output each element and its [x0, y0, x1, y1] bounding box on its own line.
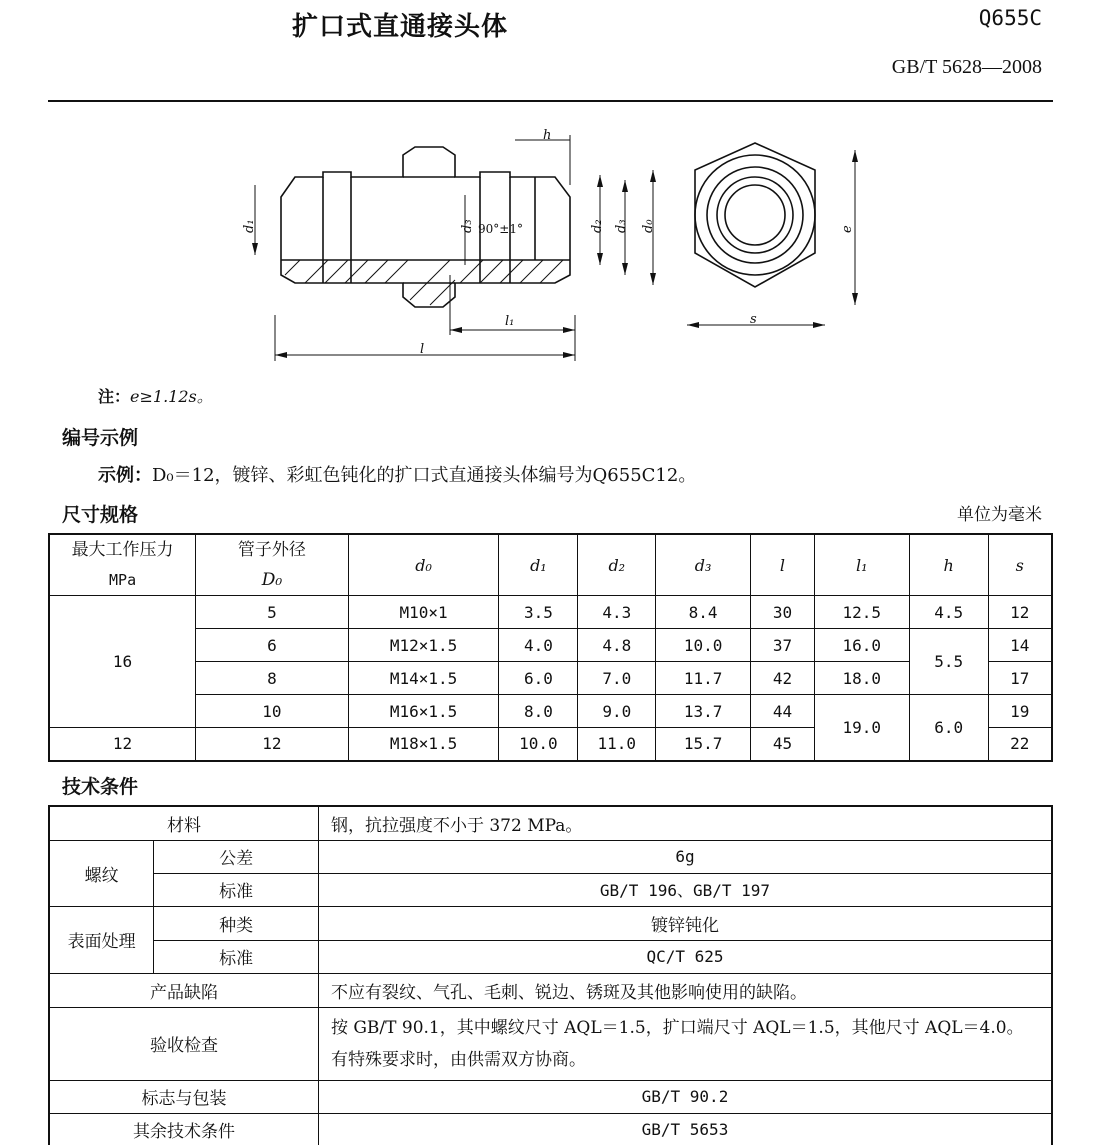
- thread-label: 螺纹: [49, 840, 154, 906]
- side-view: [281, 147, 570, 307]
- note-text: e≥1.12s。: [130, 387, 213, 406]
- cell-D0: 12: [196, 728, 349, 761]
- header-pressure: [49, 534, 196, 596]
- cell-h: 6.0: [909, 695, 988, 761]
- note: [98, 384, 213, 407]
- cell-d2: 4.3: [578, 596, 656, 629]
- cell-d3: 15.7: [656, 728, 751, 761]
- cell-d1: 4.0: [499, 629, 578, 662]
- cell-l1: 12.5: [814, 596, 909, 629]
- cell-l1: 18.0: [814, 662, 909, 695]
- surface-standard-value: QC/T 625: [318, 940, 1052, 973]
- unit-note: 单位为毫米: [957, 505, 1042, 525]
- header-l: l: [751, 534, 815, 596]
- defects-value: 不应有裂纹、气孔、毛刺、锐边、锈斑及其他影响使用的缺陷。: [318, 973, 1052, 1007]
- cell-d2: 4.8: [578, 629, 656, 662]
- label-d2: d₂: [590, 219, 605, 233]
- cell-d1: 6.0: [499, 662, 578, 695]
- header-divider: [48, 100, 1053, 102]
- table-row: [49, 973, 1052, 1007]
- table-row: [49, 906, 1052, 940]
- pressure-cell: 12: [49, 728, 196, 761]
- cell-l1: 16.0: [814, 629, 909, 662]
- header-diameter-label: 管子外径: [237, 540, 306, 560]
- defects-label: 产品缺陷: [49, 973, 318, 1007]
- cell-d1: 3.5: [499, 596, 578, 629]
- cell-d3: 11.7: [656, 662, 751, 695]
- label-angle: 90°±1°: [478, 222, 523, 236]
- table-row: [49, 806, 1052, 840]
- cell-d2: 7.0: [578, 662, 656, 695]
- cell-d0: M12×1.5: [348, 629, 499, 662]
- cell-l: 44: [751, 695, 815, 728]
- table-row: [49, 1007, 1052, 1080]
- dimensions-table: [48, 533, 1053, 762]
- technical-drawing: [225, 125, 865, 375]
- cell-h: 5.5: [909, 629, 988, 695]
- dims-heading: 尺寸规格: [62, 504, 139, 526]
- tech-heading: 技术条件: [62, 776, 139, 798]
- label-d1: d₁: [242, 219, 257, 233]
- page-title: 扩口式直通接头体: [292, 12, 509, 42]
- marking-value: GB/T 90.2: [318, 1080, 1052, 1113]
- table-row: [49, 1113, 1052, 1145]
- label-d3-left: d₃: [460, 219, 475, 233]
- cell-h: 4.5: [909, 596, 988, 629]
- cell-s: 17: [988, 662, 1052, 695]
- example-label: 示例：: [98, 465, 152, 486]
- material-value: 钢，抗拉强度不小于 372 MPa。: [318, 806, 1052, 840]
- header-pressure-label: 最大工作压力: [71, 540, 174, 560]
- surface-type-label: 种类: [154, 906, 319, 940]
- header-diameter: [196, 534, 349, 596]
- label-l: l: [420, 342, 425, 357]
- cell-d1: 10.0: [499, 728, 578, 761]
- cell-s: 19: [988, 695, 1052, 728]
- header-d3: d₃: [656, 534, 751, 596]
- part-code: Q655C: [978, 6, 1042, 30]
- cell-d3: 13.7: [656, 695, 751, 728]
- table-row: [49, 940, 1052, 973]
- thread-tolerance-label: 公差: [154, 840, 319, 873]
- cell-l1: 19.0: [814, 695, 909, 761]
- cell-D0: 5: [196, 596, 349, 629]
- example-heading: 编号示例: [62, 427, 139, 449]
- cell-l: 45: [751, 728, 815, 761]
- inspection-label: 验收检查: [49, 1007, 318, 1080]
- header-d1: d₁: [499, 534, 578, 596]
- cell-d3: 10.0: [656, 629, 751, 662]
- thread-tolerance-value: 6g: [318, 840, 1052, 873]
- dimension-arrows: [252, 150, 858, 358]
- dimension-lines: [255, 135, 855, 361]
- cell-d1: 8.0: [499, 695, 578, 728]
- cell-d0: M18×1.5: [348, 728, 499, 761]
- label-d0: d₀: [641, 219, 656, 233]
- header-pressure-unit: MPa: [109, 571, 137, 589]
- cell-l: 42: [751, 662, 815, 695]
- cell-s: 12: [988, 596, 1052, 629]
- cell-D0: 6: [196, 629, 349, 662]
- cell-D0: 8: [196, 662, 349, 695]
- table-row: [49, 629, 1052, 662]
- example-text: D₀＝12，镀锌、彩虹色钝化的扩口式直通接头体编号为Q655C12。: [152, 465, 697, 486]
- cell-s: 14: [988, 629, 1052, 662]
- table-row: [49, 1080, 1052, 1113]
- inspection-line-1: 按 GB/T 90.1，其中螺纹尺寸 AQL＝1.5，扩口端尺寸 AQL＝1.5，其他尺寸 AQL＝4.0。: [330, 1017, 1024, 1038]
- cell-d0: M16×1.5: [348, 695, 499, 728]
- marking-label: 标志与包装: [49, 1080, 318, 1113]
- table-row: [49, 695, 1052, 728]
- cell-D0: 10: [196, 695, 349, 728]
- surface-label: 表面处理: [49, 906, 154, 973]
- cell-d2: 9.0: [578, 695, 656, 728]
- other-label: 其余技术条件: [49, 1113, 318, 1145]
- surface-standard-label: 标准: [154, 940, 319, 973]
- surface-type-value: 镀锌钝化: [318, 906, 1052, 940]
- header-diameter-symbol: D₀: [261, 570, 283, 590]
- label-h: h: [543, 128, 552, 143]
- header-h: h: [909, 534, 988, 596]
- header-d0: d₀: [348, 534, 499, 596]
- cell-l: 37: [751, 629, 815, 662]
- inspection-value: [318, 1007, 1052, 1080]
- note-label: 注：: [98, 387, 131, 406]
- standard-number: GB/T 5628—2008: [891, 56, 1042, 78]
- label-e: e: [840, 225, 855, 233]
- inspection-line-2: 有特殊要求时，由供需双方协商。: [330, 1049, 586, 1070]
- end-view: [695, 143, 815, 287]
- thread-standard-value: GB/T 196、GB/T 197: [318, 873, 1052, 906]
- cell-d3: 8.4: [656, 596, 751, 629]
- cell-s: 22: [988, 728, 1052, 761]
- pressure-cell: 16: [49, 596, 196, 728]
- table-header-row: [49, 534, 1052, 596]
- table-row: [49, 596, 1052, 629]
- tech-conditions-table: [48, 805, 1053, 1145]
- label-s: s: [750, 312, 757, 327]
- cell-d0: M14×1.5: [348, 662, 499, 695]
- label-d3-right: d₃: [614, 219, 629, 233]
- cell-d0: M10×1: [348, 596, 499, 629]
- table-row: [49, 662, 1052, 695]
- cell-l: 30: [751, 596, 815, 629]
- table-row: [49, 840, 1052, 873]
- example-line: [98, 461, 696, 487]
- cell-d2: 11.0: [578, 728, 656, 761]
- other-value: GB/T 5653: [318, 1113, 1052, 1145]
- header-l1: l₁: [814, 534, 909, 596]
- header-d2: d₂: [578, 534, 656, 596]
- material-label: 材料: [49, 806, 318, 840]
- thread-standard-label: 标准: [154, 873, 319, 906]
- header-s: s: [988, 534, 1052, 596]
- table-row: [49, 873, 1052, 906]
- label-l1: l₁: [505, 314, 515, 329]
